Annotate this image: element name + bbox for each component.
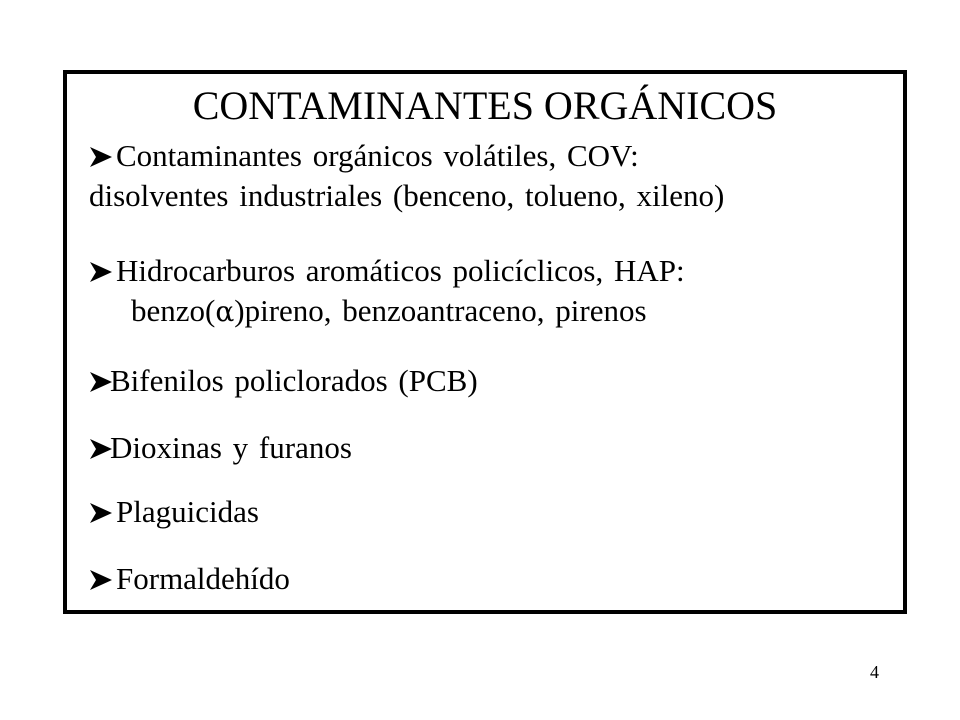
- arrow-bullet-icon: [89, 569, 113, 591]
- bullet-item-plaguicidas: [89, 494, 259, 530]
- bullet-text-pcb: Bifenilos policlorados (PCB): [110, 363, 478, 398]
- alpha-symbol: α: [215, 295, 235, 328]
- arrow-bullet-icon: [89, 502, 113, 524]
- bullet-item-dioxinas: [89, 430, 352, 466]
- bullet-item-cov-continuation: [89, 178, 724, 214]
- bullet-item-formaldehido: [89, 561, 290, 597]
- arrow-bullet-icon: [89, 146, 113, 168]
- bullet-text-cov-line1: Contaminantes orgánicos volátiles, COV:: [116, 138, 639, 173]
- bullet-text-hap-line2-end: )pireno, benzoantraceno, pirenos: [234, 293, 647, 328]
- page-number: 4: [870, 662, 879, 682]
- bullet-text-hap-line1: Hidrocarburos aromáticos policíclicos, HAP:: [116, 253, 685, 288]
- bullet-item-hap: [89, 253, 685, 289]
- bullet-item-cov: [89, 138, 639, 174]
- bullet-text-plaguicidas: Plaguicidas: [116, 494, 259, 529]
- slide-title: CONTAMINANTES ORGÁNICOS: [192, 83, 778, 128]
- bullet-text-hap-line2-start: benzo(: [131, 293, 216, 328]
- bullet-text-formaldehido: Formaldehído: [116, 561, 290, 596]
- bullet-text-dioxinas: Dioxinas y furanos: [110, 430, 352, 465]
- arrow-bullet-icon: [89, 261, 113, 283]
- slide-content-box: [63, 70, 907, 614]
- bullet-item-hap-continuation: [131, 293, 647, 330]
- bullet-item-pcb: [89, 363, 478, 399]
- bullet-text-cov-line2: disolventes industriales (benceno, tolueno, xileno): [89, 178, 725, 213]
